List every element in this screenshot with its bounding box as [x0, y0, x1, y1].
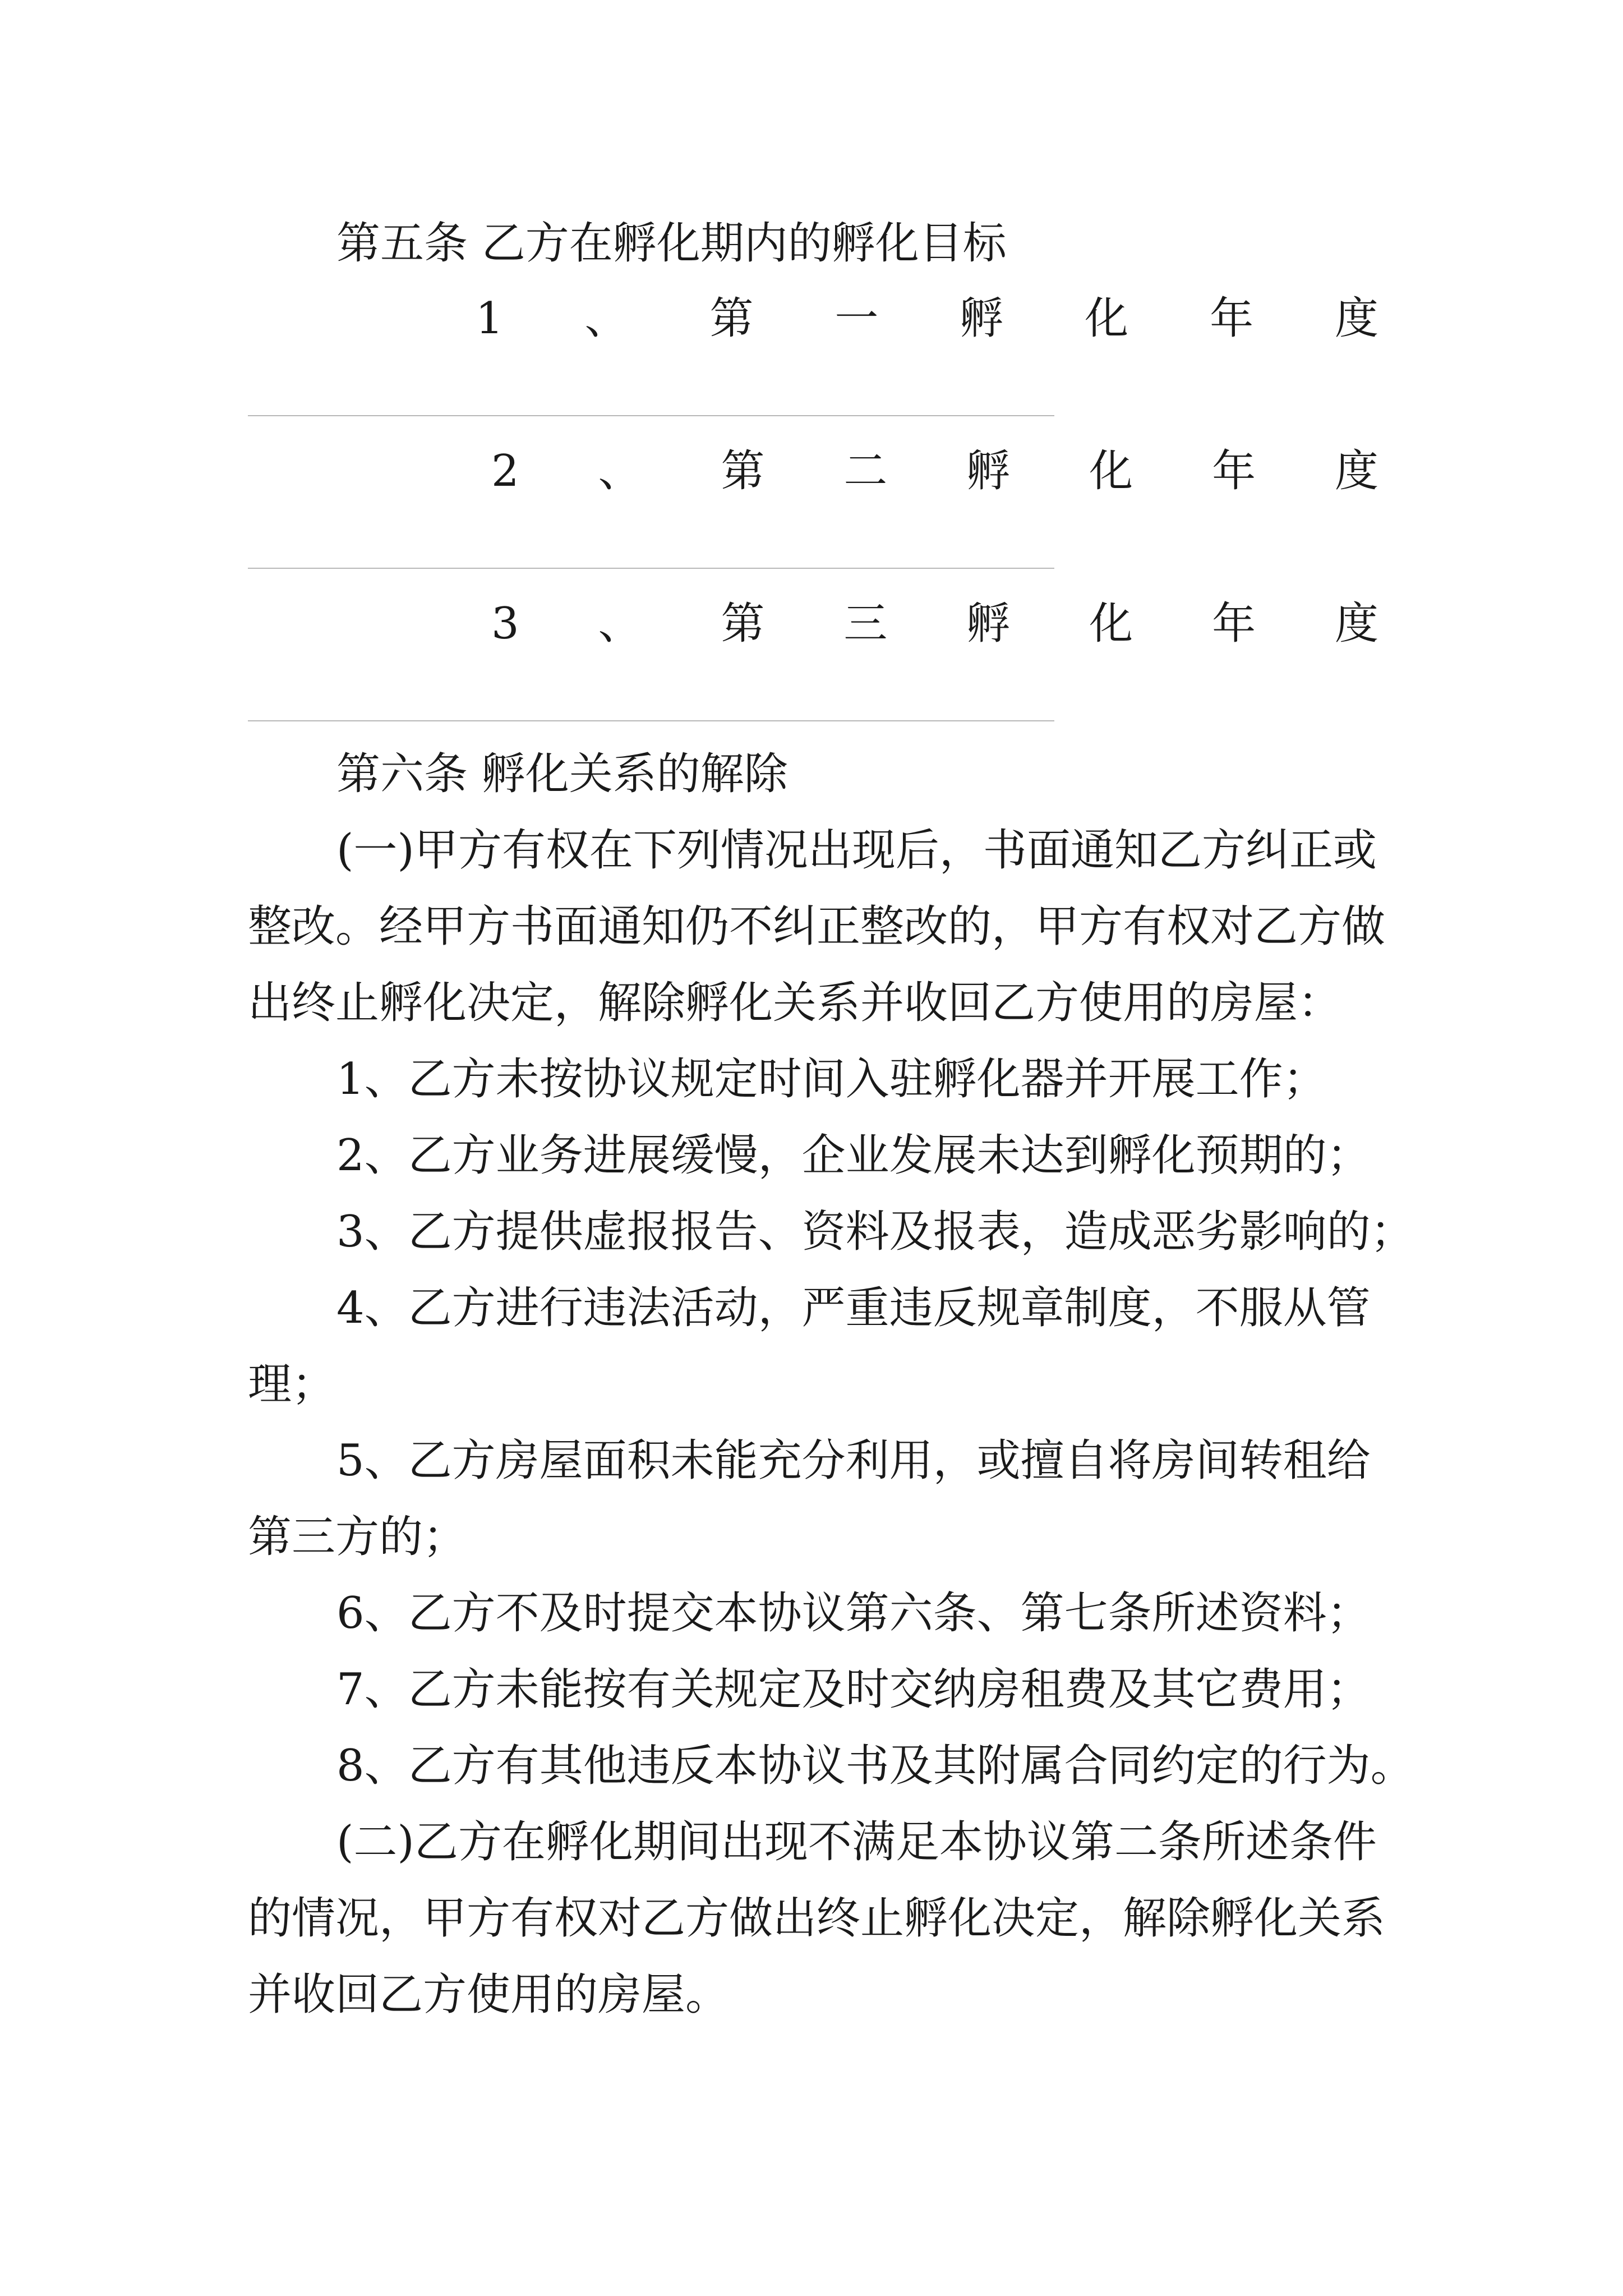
- year-3-char: 、: [598, 599, 642, 649]
- year-3-char: 度: [1334, 599, 1378, 649]
- year-3-char: 孵: [966, 599, 1011, 649]
- article-6-heading: 第六条 孵化关系的解除: [336, 749, 788, 799]
- year-2-char: 、: [598, 446, 642, 496]
- year-2-char: 化: [1089, 446, 1133, 496]
- year-2-blank-underline: [248, 568, 1054, 569]
- paragraph-line: 整改。经甲方书面通知仍不纠正整改的，甲方有权对乙方做: [248, 901, 1386, 952]
- paragraph-line: 出终止孵化决定，解除孵化关系并收回乙方使用的房屋：: [248, 978, 1342, 1028]
- list-item-continuation: 第三方的；: [248, 1512, 467, 1562]
- year-3-char: 3: [491, 599, 519, 649]
- year-1-char: 化: [1085, 293, 1129, 344]
- list-item: 3、乙方提供虚报报告、资料及报表，造成恶劣影响的；: [336, 1207, 1414, 1257]
- list-item: 2、乙方业务进展缓慢，企业发展未达到孵化预期的；: [336, 1130, 1371, 1181]
- year-3-char: 第: [721, 599, 765, 649]
- year-2-char: 年: [1212, 446, 1256, 496]
- paragraph-line: 并收回乙方使用的房屋。: [248, 1970, 730, 2020]
- incubation-year-2-line: [491, 443, 1378, 499]
- year-2-char: 二: [843, 446, 888, 496]
- year-1-char: 一: [834, 293, 879, 344]
- paragraph-line: (一)甲方有权在下列情况出现后，书面通知乙方纠正或: [336, 825, 1377, 876]
- list-item: 4、乙方进行违法活动，严重违反规章制度，不服从管: [336, 1283, 1371, 1333]
- list-item: 1、乙方未按协议规定时间入驻孵化器并开展工作；: [336, 1054, 1327, 1105]
- list-item-continuation: 理；: [248, 1359, 336, 1410]
- paragraph-line: (二)乙方在孵化期间出现不满足本协议第二条所述条件: [336, 1817, 1377, 1867]
- year-1-blank-underline: [248, 415, 1054, 416]
- year-2-char: 第: [721, 446, 765, 496]
- year-2-char: 孵: [966, 446, 1011, 496]
- year-2-char: 2: [491, 446, 519, 496]
- article-5-heading: 第五条 乙方在孵化期内的孵化目标: [336, 218, 1007, 269]
- year-1-char: 1: [476, 293, 504, 344]
- list-item: 7、乙方未能按有关规定及时交纳房租费及其它费用；: [336, 1664, 1371, 1715]
- year-2-char: 度: [1334, 446, 1378, 496]
- incubation-year-1-line: [476, 291, 1378, 347]
- year-3-char: 年: [1212, 599, 1256, 649]
- list-item: 8、乙方有其他违反本协议书及其附属合同约定的行为。: [336, 1741, 1414, 1791]
- year-1-char: 孵: [960, 293, 1004, 344]
- year-1-char: 、: [584, 293, 629, 344]
- year-1-char: 度: [1334, 293, 1378, 344]
- list-item: 5、乙方房屋面积未能充分利用，或擅自将房间转租给: [336, 1435, 1371, 1486]
- paragraph-line: 的情况，甲方有权对乙方做出终止孵化决定，解除孵化关系: [248, 1893, 1386, 1944]
- list-item: 6、乙方不及时提交本协议第六条、第七条所述资料；: [336, 1588, 1371, 1639]
- year-3-blank-underline: [248, 720, 1054, 721]
- year-3-char: 三: [843, 599, 888, 649]
- year-1-char: 年: [1210, 293, 1254, 344]
- year-3-char: 化: [1089, 599, 1133, 649]
- incubation-year-3-line: [491, 596, 1378, 652]
- year-1-char: 第: [709, 293, 754, 344]
